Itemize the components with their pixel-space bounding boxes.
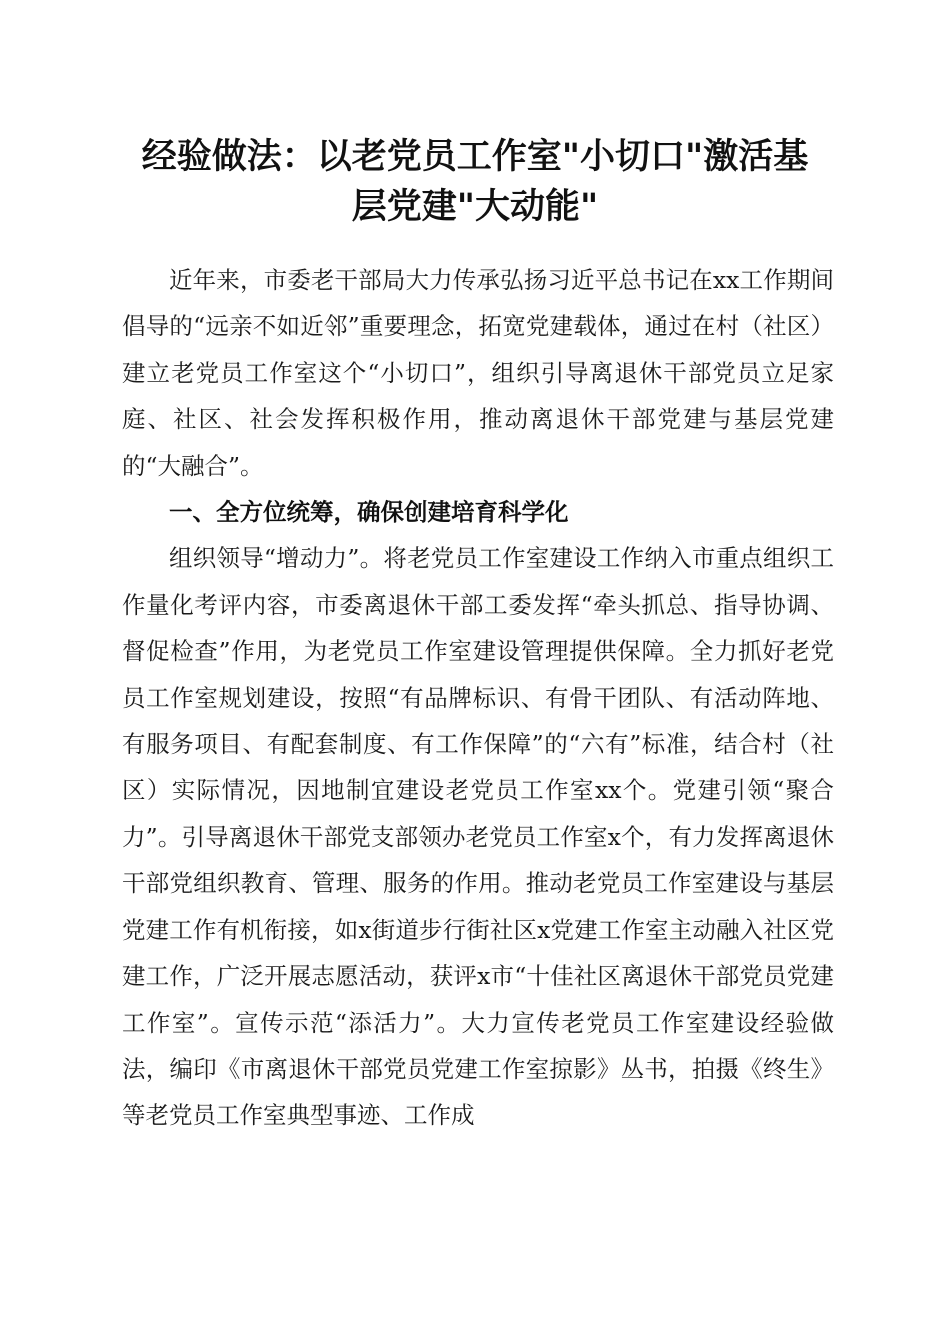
section-1-paragraph: 组织领导“增动力”。将老党员工作室建设工作纳入市重点组织工作量化考评内容，市委离退休干部工委发挥“牵头抓总、指导协调、督促检查”作用，为老党员工作室建设管理提供保障。全力抓好老党员工作室规划建设，按照“有品牌标识、有骨干团队、有活动阵地、有服务项目、有配套制度、有工作保障”的“六有”标准，结合村（社区）实际情况，因地制宜建设老党员工作室xx个。党建引领“聚合力”。引导离退休干部党支部领办老党员工作室x个，有力发挥离退休干部党组织教育、管理、服务的作用。推动老党员工作室建设与基层党建工作有机衔接，如x街道步行街社区x党建工作室主动融入社区党建工作，广泛开展志愿活动，获评x市“十佳社区离退休干部党员党建工作室”。宣传示范“添活力”。大力宣传老党员工作室建设经验做法，编印《市离退休干部党员党建工作室掠影》丛书，拍摄《终生》等老党员工作室典型事迹、工作成 — [122, 544, 834, 1130]
intro-paragraph: 近年来，市委老干部局大力传承弘扬习近平总书记在xx工作期间倡导的“远亲不如近邻”重要理念，拓宽党建载体，通过在村（社区）建立老党员工作室这个“小切口”，组织引导离退休干部党员立足家庭、社区、社会发挥积极作用，推动离退休干部党建与基层党建的“大融合”。 — [122, 266, 834, 480]
document-title-line-2: 层党建"大动能" — [351, 186, 599, 227]
document-body — [122, 257, 834, 1139]
document-title — [110, 132, 840, 232]
section-1-heading: 一、全方位统筹，确保创建培育科学化 — [169, 498, 569, 527]
document-title-line-1: 经验做法：以老党员工作室"小切口"激活基 — [141, 136, 809, 177]
